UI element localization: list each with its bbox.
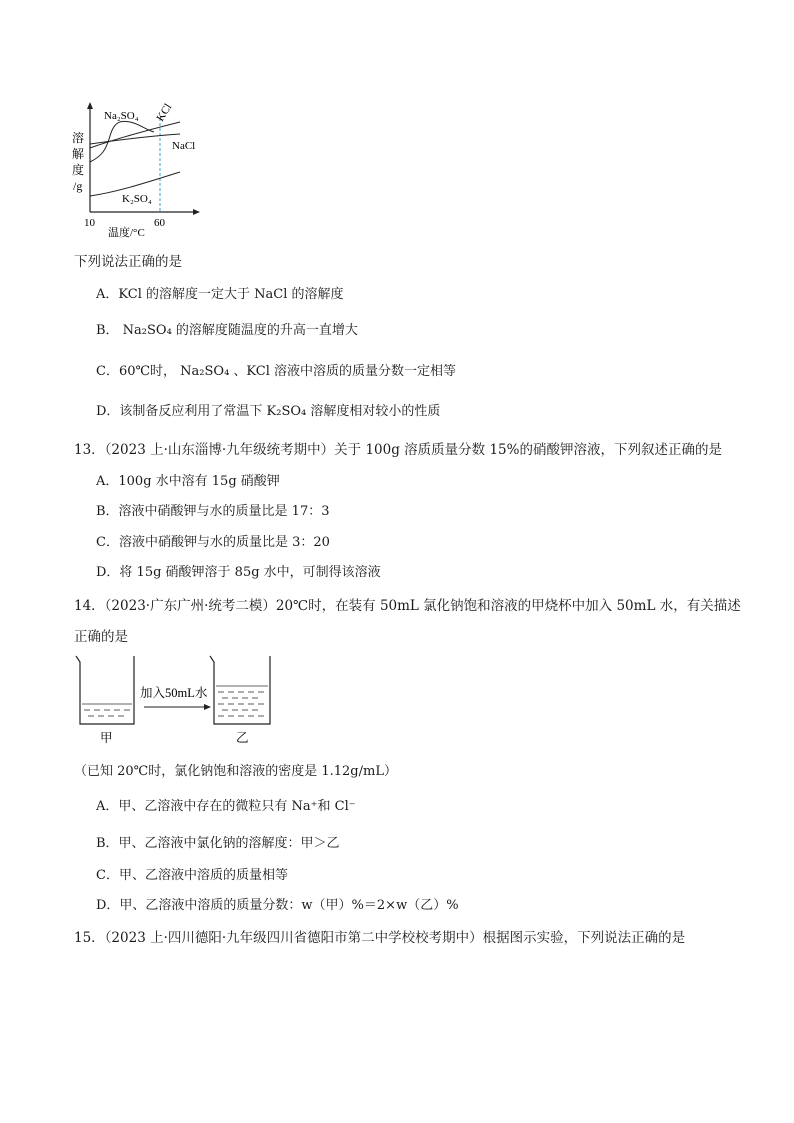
beaker-diagram: [70, 652, 290, 747]
arrow-label: 加入50mL水: [140, 686, 208, 700]
x-tick-60: 60: [154, 217, 165, 229]
q12-option-d: D．该制备反应利用了常温下 K₂SO₄ 溶解度相对较小的性质: [96, 404, 441, 419]
solubility-graph: [68, 98, 218, 238]
q12-option-b: B． Na₂SO₄ 的溶解度随温度的升高一直增大: [96, 323, 358, 338]
nacl-curve: [90, 134, 180, 144]
q14-note: （已知 20℃时，氯化钠饱和溶液的密度是 1.12g/mL）: [74, 764, 397, 779]
q12-option-c: C．60℃时， Na₂SO₄ 、KCl 溶液中溶质的质量分数一定相等: [96, 364, 457, 379]
beaker-left-label: 甲: [100, 731, 113, 745]
curve-label-nacl: NaCl: [172, 140, 196, 152]
x-axis-arrow: [193, 209, 200, 215]
arrow-head: [204, 704, 211, 710]
q14-option-a: A．甲、乙溶液中存在的微粒只有 Na⁺和 Cl⁻: [96, 799, 356, 814]
q13-option-c: C．溶液中硝酸钾与水的质量比是 3：20: [96, 535, 330, 550]
q13-option-b: B．溶液中硝酸钾与水的质量比是 17：3: [96, 504, 330, 519]
y-label-4: /g: [73, 179, 83, 193]
q15-stem: 15．（2023 上·四川德阳·九年级四川省德阳市第二中学校校考期中）根据图示实验，下列说法正确的是: [74, 930, 686, 946]
q12-option-a: A．KCl 的溶解度一定大于 NaCl 的溶解度: [96, 287, 344, 302]
q13-option-d: D．将 15g 硝酸钾溶于 85g 水中，可制得该溶液: [96, 565, 381, 580]
beaker-left-liquid: [82, 704, 132, 716]
beaker-right-label: 乙: [236, 731, 249, 745]
q14-option-c: C．甲、乙溶液中溶质的质量相等: [96, 868, 288, 883]
curve-label-na2so4: Na₂SO₄: [104, 110, 139, 122]
x-axis-label: 温度/°C: [108, 227, 145, 238]
q14-stem-line1: 14．（2023·广东广州·统考二模）20℃时，在装有 50mL 氯化钠饱和溶液的甲烧杯中加入 50mL 水，有关描述: [74, 598, 741, 614]
curve-label-k2so4: K₂SO₄: [122, 193, 152, 205]
beaker-right-liquid: [216, 686, 268, 716]
q14-option-b: B．甲、乙溶液中氯化钠的溶解度：甲＞乙: [96, 836, 340, 851]
q14-stem-line2: 正确的是: [74, 629, 128, 645]
y-label-2: 解: [72, 147, 85, 161]
q13-option-a: A．100g 水中溶有 15g 硝酸钾: [96, 474, 280, 489]
y-label-3: 度: [72, 163, 85, 177]
beaker-right: [210, 656, 270, 724]
y-axis-arrow: [87, 102, 93, 109]
curve-label-kcl: KCl: [154, 101, 175, 124]
beaker-left: [76, 656, 134, 724]
na2so4-curve: [90, 121, 154, 162]
q13-stem: 13．（2023 上·山东淄博·九年级统考期中）关于 100g 溶质质量分数 15%的硝酸钾溶液，下列叙述正确的是: [74, 442, 722, 458]
q14-option-d: D．甲、乙溶液中溶质的质量分数：w（甲）%＝2×w（乙）%: [96, 898, 459, 913]
y-label-1: 溶: [72, 131, 85, 145]
x-tick-10: 10: [84, 217, 95, 229]
q12-stem: 下列说法正确的是: [74, 254, 182, 270]
